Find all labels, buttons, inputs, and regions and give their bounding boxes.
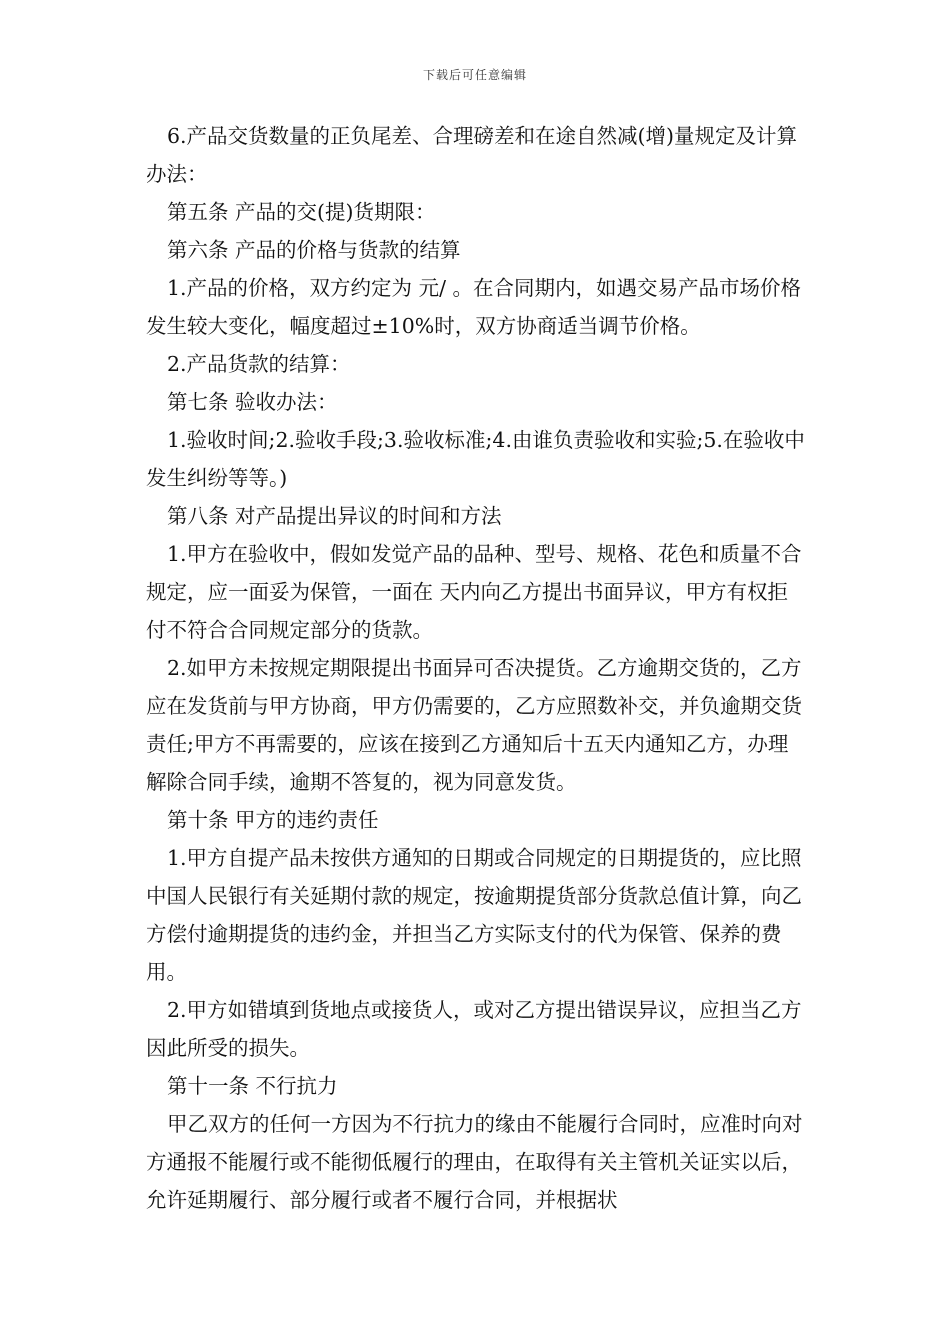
section-heading: 第十一条 不行抗力 xyxy=(167,1074,338,1098)
paragraph: 甲乙双方的任何一方因为不行抗力的缘由不能履行合同时，应准时向对方通报不能履行或不能彻低履行的理由，在取得有关主管机关证实以后，允许延期履行、部分履行或者不履行合同，并根据状 xyxy=(146,1112,803,1212)
paragraph: 1.甲方自提产品未按供方通知的日期或合同规定的日期提货的，应比照中国人民银行有关延期付款的规定，按逾期提货部分货款总值计算，向乙方偿付逾期提货的违约金，并担当乙方实际支付的代为保管、保养的费用。 xyxy=(146,846,802,984)
page-header: 下载后可任意编辑 xyxy=(422,68,527,82)
section-heading: 第七条 验收办法： xyxy=(167,390,338,414)
paragraph: 6.产品交货数量的正负尾差、合理磅差和在途自然减(增)量规定及计算办法： xyxy=(146,124,798,186)
paragraph: 1.产品的价格，双方约定为 元/ 。在合同期内，如遇交易产品市场价格发生较大变化，幅度超过±10%时，双方协商适当调节价格。 xyxy=(146,276,801,338)
document-body xyxy=(146,117,808,1219)
section-heading: 第十条 甲方的违约责任 xyxy=(167,808,379,832)
section-heading: 第六条 产品的价格与货款的结算 xyxy=(167,238,461,262)
section-heading: 第八条 对产品提出异议的时间和方法 xyxy=(167,504,502,528)
paragraph: 2.如甲方未按规定期限提出书面异可否决提货。乙方逾期交货的，乙方应在发货前与甲方协商，甲方仍需要的，乙方应照数补交，并负逾期交货责任;甲方不再需要的，应该在接到乙方通知后十五天内通知乙方，办理解除合同手续，逾期不答复的，视为同意发货。 xyxy=(146,656,802,794)
paragraph: 2.产品货款的结算： xyxy=(167,352,351,376)
paragraph: 1.甲方在验收中，假如发觉产品的品种、型号、规格、花色和质量不合规定，应一面妥为保管，一面在 天内向乙方提出书面异议，甲方有权拒付不符合合同规定部分的货款。 xyxy=(146,542,802,642)
paragraph: 2.甲方如错填到货地点或接货人，或对乙方提出错误异议，应担当乙方因此所受的损失。 xyxy=(146,998,802,1060)
section-heading: 第五条 产品的交(提)货期限： xyxy=(167,200,436,224)
paragraph: 1.验收时间;2.验收手段;3.验收标准;4.由谁负责验收和实验;5.在验收中发生纠纷等等。) xyxy=(146,428,805,490)
